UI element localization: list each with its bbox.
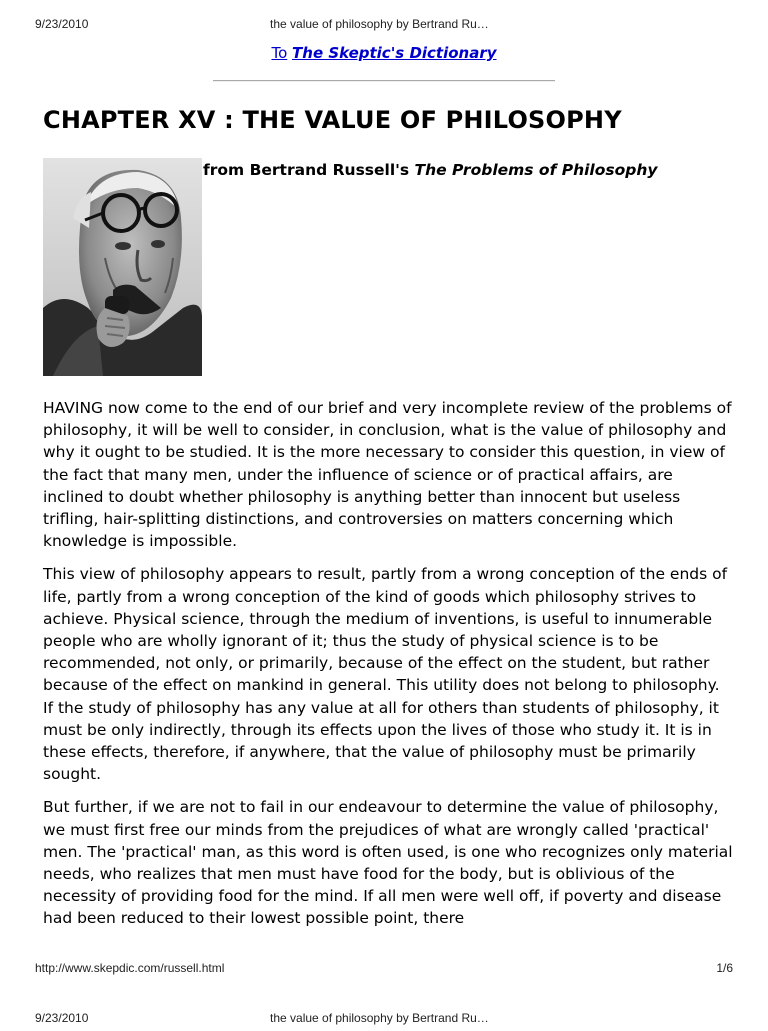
next-page-title: the value of philosophy by Bertrand Ru… — [270, 1011, 489, 1025]
next-page-header — [0, 1011, 768, 1031]
horizontal-divider — [213, 80, 555, 82]
print-page-title: the value of philosophy by Bertrand Ru… — [270, 17, 489, 31]
paragraph: But further, if we are not to fail in our endeavour to determine the value of philosophy, we must first free our minds from the prejudices of what are wrongly called 'practical' men. The 'practical' man, as this word is often used, is one who recognizes only material needs, who realizes that men must have food for the body, but is oblivious of the necessity of providing food for the mind. If all men were well off, if poverty and disease had been reduced to their lowest possible point, there — [43, 798, 733, 928]
paragraph: HAVING now come to the end of our brief and very incomplete review of the problems of philosophy, it will be well to consider, in conclusion, what is the value of philosophy and why it ought to be studied. It is the more necessary to consider this question, in view of the fact that many men, under the influence of science or of practical affairs, are inclined to doubt whether philosophy is anything better than innocent but useless trifling, hair-splitting distinctions, and controversies on matters concerning which knowledge is impossible. — [43, 399, 732, 551]
source-attribution — [203, 161, 657, 179]
print-date: 9/23/2010 — [35, 17, 89, 31]
book-title: The Problems of Philosophy — [414, 161, 658, 179]
print-footer-url: http://www.skepdic.com/russell.html — [35, 961, 225, 975]
print-footer-page-number: 1/6 — [716, 961, 733, 975]
paragraph: This view of philosophy appears to result, partly from a wrong conception of the ends of life, partly from a wrong conception of the kind of goods which philosophy strives to achieve. Physical science, through the medium of inventions, is useful to innumerable people who are wholly ignorant of it; thus the study of physical science is to be recommended, not only, or primarily, because of the effect on the student, but rather because of the effect on mankind in general. This utility does not belong to philosophy. If the study of philosophy has any value at all for others than students of philosophy, it must be only indirectly, through its effects upon the lives of those who study it. It is in these effects, therefore, if anywhere, that the value of philosophy must be primarily sought. — [43, 565, 728, 784]
chapter-body — [43, 397, 733, 941]
link-prefix[interactable]: To — [271, 44, 288, 62]
next-page-date: 9/23/2010 — [35, 1011, 89, 1025]
skeptics-dictionary-link[interactable] — [0, 44, 768, 62]
russell-portrait-image — [43, 158, 202, 376]
link-title[interactable]: The Skeptic's Dictionary — [292, 44, 497, 62]
source-prefix: from Bertrand Russell's — [203, 161, 410, 179]
print-header — [0, 17, 768, 37]
chapter-title: CHAPTER XV : THE VALUE OF PHILOSOPHY — [43, 106, 622, 134]
